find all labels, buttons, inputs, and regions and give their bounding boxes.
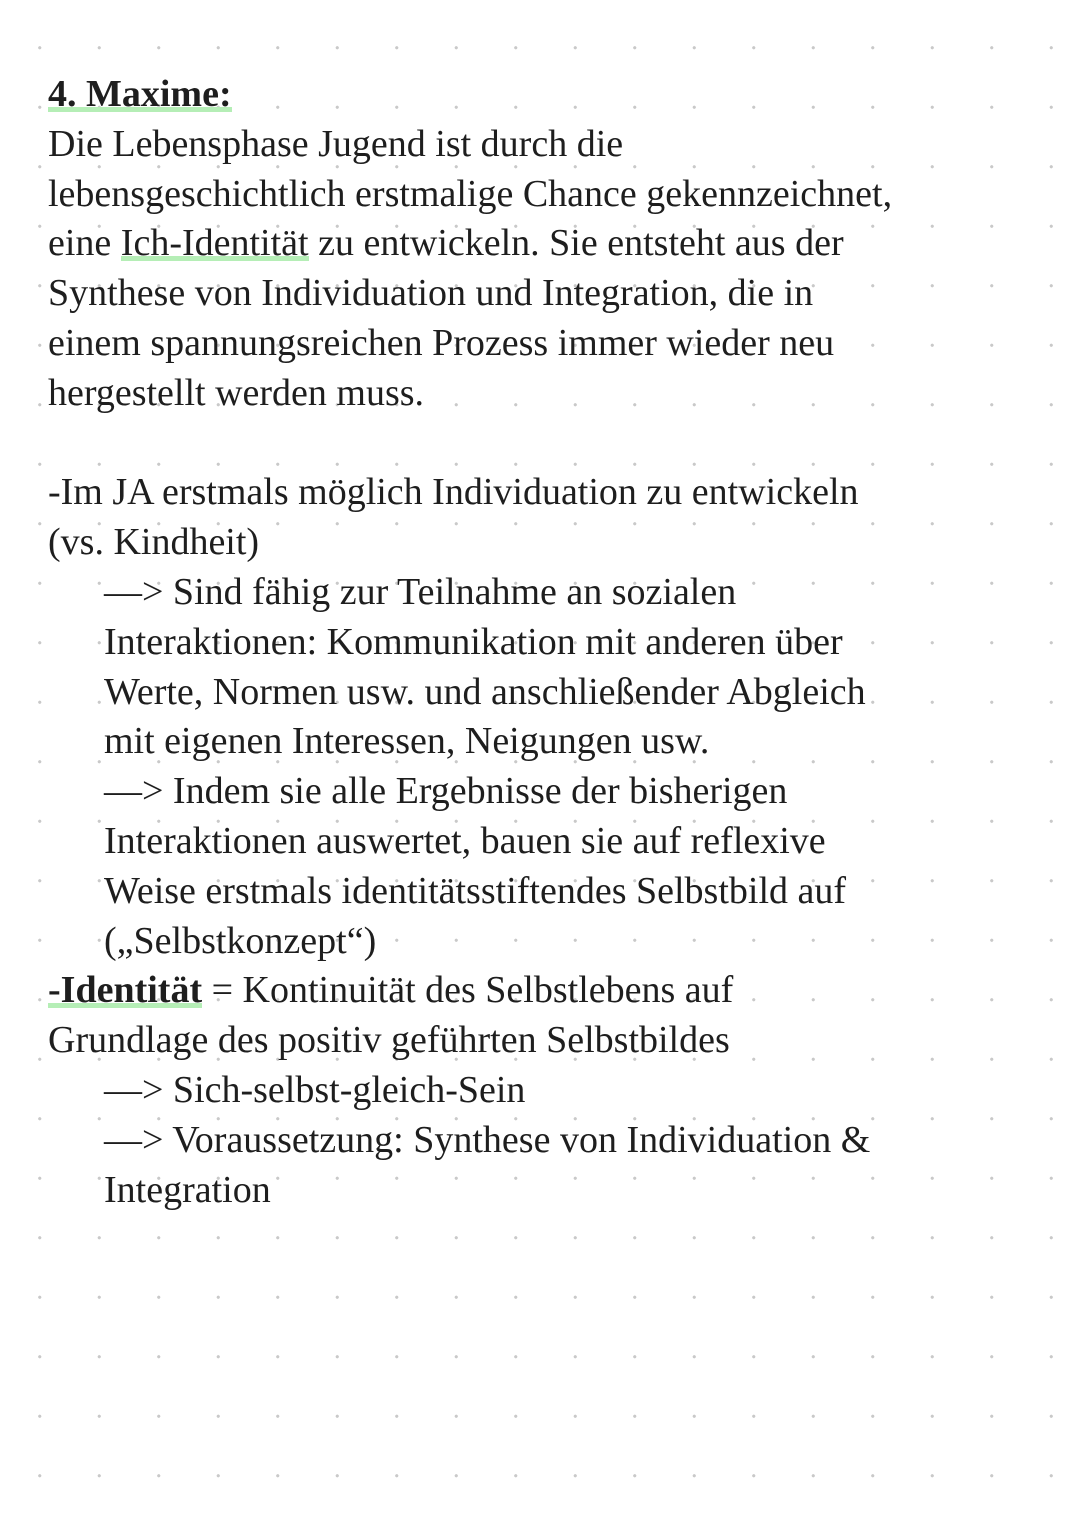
- arrow-note-line: Weise erstmals identitätsstiftendes Selbstbild auf: [104, 869, 847, 912]
- arrow-note-line: Werte, Normen usw. und anschließender Abgleich: [104, 670, 866, 713]
- arrow-note-line: mit eigenen Interessen, Neigungen usw.: [104, 720, 710, 763]
- ich-identitaet-term: Ich-Identität: [120, 222, 309, 265]
- maxim-text-fragment: eine: [48, 222, 121, 265]
- maxim-text-line: [48, 219, 1048, 269]
- spacer: [48, 419, 1048, 469]
- arrow-note-line: —> Indem sie alle Ergebnisse der bisherigen: [104, 770, 788, 813]
- identitaet-term: -Identität: [48, 969, 203, 1012]
- arrow-note-line: —> Sind fähig zur Teilnahme an sozialen: [104, 570, 737, 613]
- definition-line: Grundlage des positiv geführten Selbstbildes: [48, 1019, 730, 1062]
- maxim-text-line: einem spannungsreichen Prozess immer wieder neu: [48, 321, 835, 364]
- maxim-title: 4. Maxime:: [48, 73, 232, 115]
- note-point-line: (vs. Kindheit): [48, 521, 260, 564]
- maxim-text-line: hergestellt werden muss.: [48, 371, 425, 414]
- maxim-text-fragment: zu entwickeln. Sie entsteht aus der: [308, 222, 844, 265]
- arrow-note-line: Interaktionen auswertet, bauen sie auf reflexive: [104, 819, 826, 862]
- maxim-text-line: lebensgeschichtlich erstmalige Chance gekennzeichnet,: [48, 172, 893, 215]
- heading-line: [48, 70, 1048, 120]
- maxim-text-line: Synthese von Individuation und Integration, die in: [48, 272, 814, 315]
- arrow-note-line: („Selbstkonzept“): [104, 919, 377, 962]
- maxim-text-line: Die Lebensphase Jugend ist durch die: [48, 122, 624, 165]
- arrow-note-line: —> Sich-selbst-gleich-Sein: [104, 1068, 526, 1111]
- arrow-note-line: —> Voraussetzung: Synthese von Individuation &: [104, 1118, 871, 1161]
- definition-text: = Kontinuität des Selbstlebens auf: [202, 969, 734, 1012]
- note-content: [48, 70, 1048, 1215]
- note-point-line: -Im JA erstmals möglich Individuation zu entwickeln: [48, 471, 859, 514]
- arrow-note-line: Integration: [104, 1168, 271, 1211]
- arrow-note-line: Interaktionen: Kommunikation mit anderen über: [104, 620, 843, 663]
- definition-line: [48, 966, 1048, 1016]
